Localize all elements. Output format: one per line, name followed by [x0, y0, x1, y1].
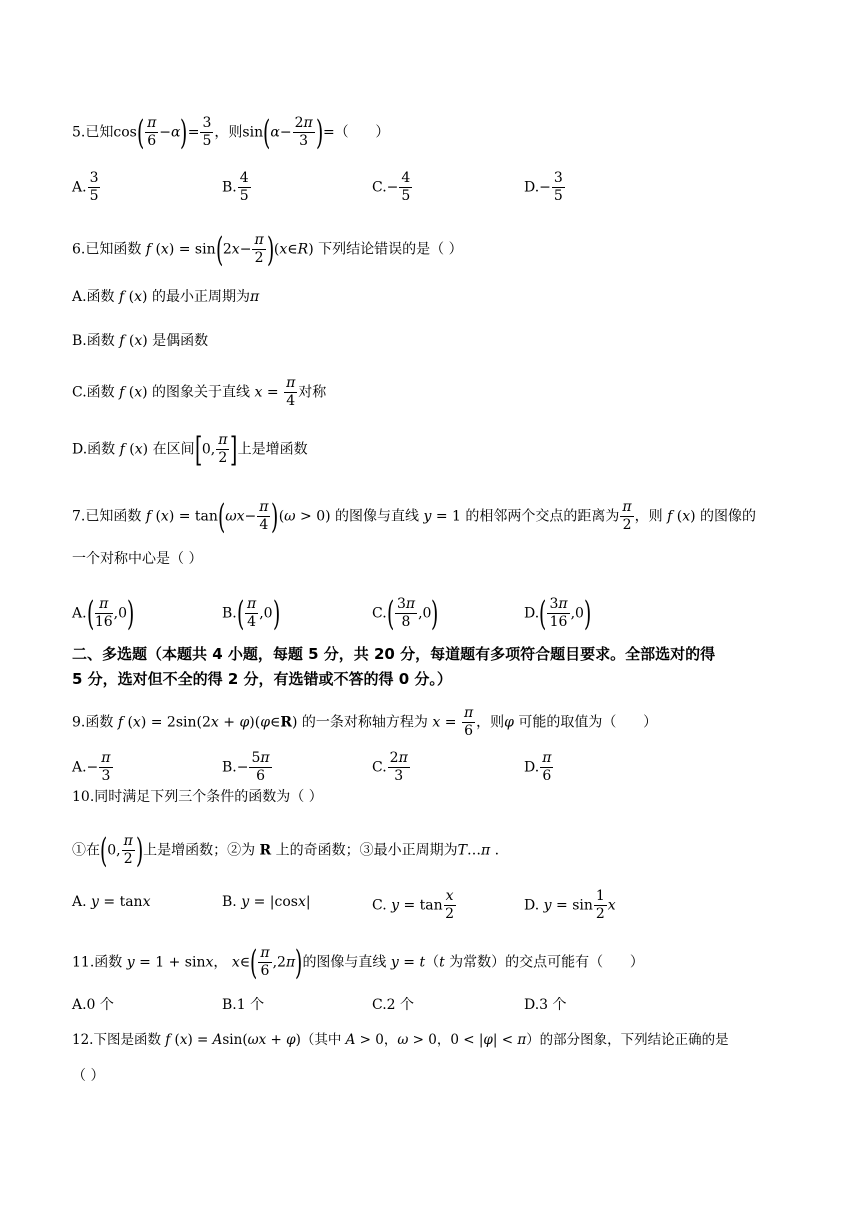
- question-5-option-c: C.− $\frac{4}{5}$: [372, 170, 411, 204]
- question-10-conditions: ①在(0, $\frac{\pi}{2}$ )上是增函数；②为 R 上的奇函数；③最小正周期为T…π .: [72, 830, 500, 871]
- question-10-option-a: A. y = tanx: [72, 894, 151, 910]
- question-11-stem: 11.函数 y = 1 + sinx， x∈( $\frac{\pi}{6}$ ,2π)的图像与直线 y = t（t 为常数）的交点可能有（ ）: [72, 942, 644, 983]
- question-5-stem: 5.已知cos( $\frac{\pi}{6}$ −α)= $\frac{3}{5}$ ，则sin(α− $\frac{2\pi}{3}$ )=（ ）: [72, 112, 390, 153]
- question-10-option-b: B. y = |cosx|: [222, 894, 311, 910]
- section-2-heading: 二、多选题（本题共 4 小题，每题 5 分，共 20 分，每道题有多项符合题目要求。全部选对的得: [72, 645, 716, 663]
- question-6-option-c: C.函数 f (x) 的图象关于直线 x = $\frac{\pi}{4}$ 对称: [72, 375, 327, 409]
- question-6-stem: 6.已知函数 f (x) = sin(2x− $\frac{\pi}{2}$ )(x∈R) 下列结论错误的是（ ）: [72, 229, 463, 270]
- question-9-option-d: D. $\frac{\pi}{6}$: [524, 750, 552, 784]
- question-7-option-a: A.( $\frac{\pi}{16}$ ,0): [72, 593, 135, 634]
- section-2-heading-line2: 5 分，选对但不全的得 2 分，有选错或不答的得 0 分。）: [72, 670, 452, 688]
- question-11-option-c: C.2 个: [372, 997, 415, 1013]
- question-9-stem: 9.函数 f (x) = 2sin(2x + φ)(φ∈R) 的一条对称轴方程为 x = $\frac{\pi}{6}$ ，则φ 可能的取值为（ ）: [72, 705, 658, 739]
- question-5-option-b: B. $\frac{4}{5}$: [222, 170, 249, 204]
- question-11-option-a: A.0 个: [72, 997, 114, 1013]
- question-5-option-a: A. $\frac{3}{5}$: [72, 170, 99, 204]
- question-10-stem: 10.同时满足下列三个条件的函数为（ ）: [72, 789, 323, 805]
- question-7-option-c: C.( $\frac{3\pi}{8}$ ,0): [372, 593, 439, 634]
- question-11-option-d: D.3 个: [524, 997, 567, 1013]
- question-12-stem-line2: （ ）: [72, 1068, 105, 1084]
- question-7-option-d: D.( $\frac{3\pi}{16}$ ,0): [524, 593, 592, 634]
- question-6-option-d: D.函数 f (x) 在区间[0, $\frac{\pi}{2}$ ]上是增函数: [72, 429, 308, 470]
- question-9-option-b: B.− $\frac{5\pi}{6}$: [222, 750, 270, 784]
- question-10-option-c: C. y = tan $\frac{x}{2}$: [372, 888, 455, 922]
- question-12-stem: 12.下图是函数 f (x) = Asin(ωx + φ)（其中 A > 0，ω > 0，0 < |φ| < π）的部分图象，下列结论正确的是: [72, 1032, 729, 1048]
- question-5-option-d: D.− $\frac{3}{5}$: [524, 170, 563, 204]
- question-6-option-b: B.函数 f (x) 是偶函数: [72, 333, 209, 349]
- question-9-option-c: C. $\frac{2\pi}{3}$: [372, 750, 408, 784]
- question-6-option-a: A.函数 f (x) 的最小正周期为π: [72, 289, 260, 305]
- question-10-option-d: D. y = sin $\frac{1}{2}$ x: [524, 888, 616, 922]
- question-11-option-b: B.1 个: [222, 997, 265, 1013]
- question-9-option-a: A.− $\frac{\pi}{3}$: [72, 750, 111, 784]
- question-7-option-b: B.( $\frac{\pi}{4}$ ,0): [222, 593, 280, 634]
- question-7-stem: 7.已知函数 f (x) = tan(ωx− $\frac{\pi}{4}$ )(ω > 0) 的图像与直线 y = 1 的相邻两个交点的距离为 $\frac{\pi}{2}$ ，则 f (x) 的图像的: [72, 496, 757, 537]
- question-7-stem-line2: 一个对称中心是（ ）: [72, 551, 203, 567]
